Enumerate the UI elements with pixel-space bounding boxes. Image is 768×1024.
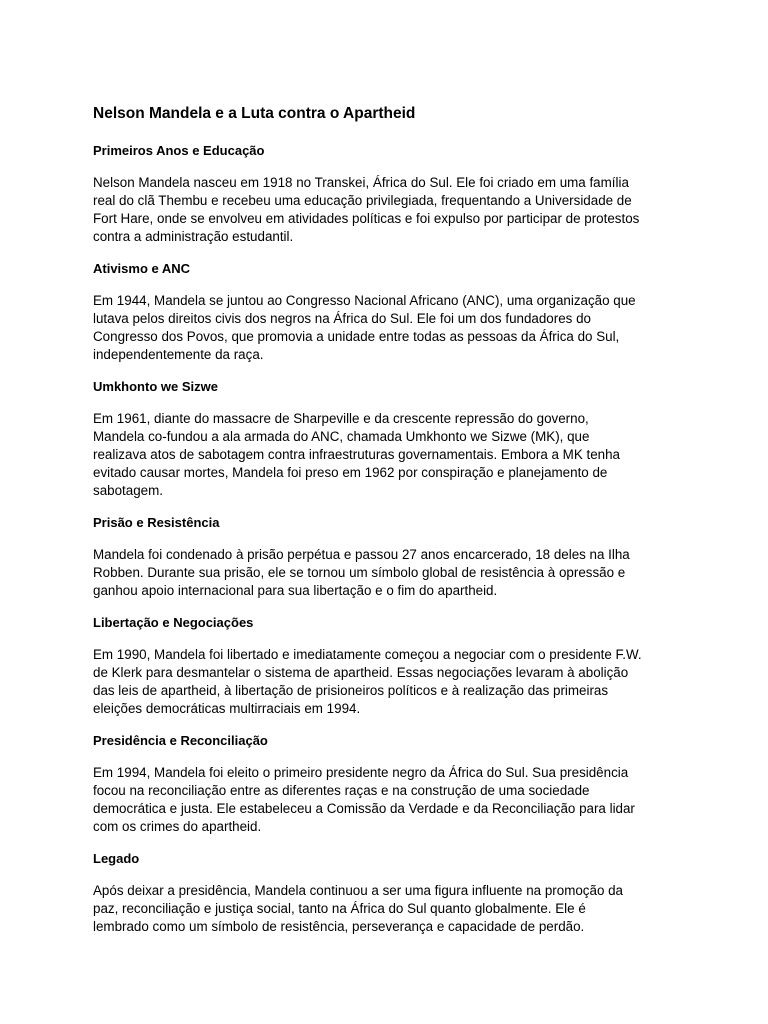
paragraph-line: ganhou apoio internacional para sua libertação e o fim do apartheid. bbox=[93, 583, 498, 598]
section-heading: Libertação e Negociações bbox=[93, 615, 254, 630]
section-heading: Ativismo e ANC bbox=[93, 261, 191, 276]
document-body bbox=[93, 142, 678, 936]
section-heading: Umkhonto we Sizwe bbox=[93, 379, 218, 394]
paragraph-line: Em 1961, diante do massacre de Sharpeville e da crescente repressão do governo, bbox=[93, 411, 589, 426]
paragraph-line: Nelson Mandela nasceu em 1918 no Transkei, África do Sul. Ele foi criado em uma família bbox=[93, 175, 629, 190]
section-paragraph bbox=[93, 292, 678, 364]
paragraph-line: Robben. Durante sua prisão, ele se tornou um símbolo global de resistência à opressão e bbox=[93, 565, 626, 580]
paragraph-line: lembrado como um símbolo de resistência, perseverança e capacidade de perdão. bbox=[93, 919, 585, 934]
paragraph-line: paz, reconciliação e justiça social, tanto na África do Sul quanto globalmente. Ele é bbox=[93, 901, 586, 916]
paragraph-line: eleições democráticas multirraciais em 1994. bbox=[93, 701, 361, 716]
paragraph-line: Após deixar a presidência, Mandela continuou a ser uma figura influente na promoção da bbox=[93, 883, 624, 898]
paragraph-line: contra a administração estudantil. bbox=[93, 229, 294, 244]
paragraph-line: democrática e justa. Ele estabeleceu a Comissão da Verdade e da Reconciliação para lidar bbox=[93, 801, 635, 816]
section-paragraph bbox=[93, 764, 678, 836]
section-paragraph bbox=[93, 174, 678, 246]
paragraph-line: evitado causar mortes, Mandela foi preso em 1962 por conspiração e planejamento de bbox=[93, 465, 608, 480]
paragraph-line: Mandela foi condenado à prisão perpétua e passou 27 anos encarcerado, 18 deles na Ilha bbox=[93, 547, 630, 562]
paragraph-line: independentemente da raça. bbox=[93, 347, 264, 362]
section-paragraph bbox=[93, 410, 678, 500]
paragraph-line: focou na reconciliação entre as diferentes raças e na construção de uma sociedade bbox=[93, 783, 590, 798]
section-paragraph bbox=[93, 882, 678, 936]
paragraph-line: Fort Hare, onde se envolveu em atividades políticas e foi expulso por participar de protestos bbox=[93, 211, 640, 226]
section-paragraph bbox=[93, 546, 678, 600]
document-title: Nelson Mandela e a Luta contra o Apartheid bbox=[93, 105, 416, 122]
paragraph-line: lutava pelos direitos civis dos negros na África do Sul. Ele foi um dos fundadores do bbox=[93, 311, 591, 326]
section-heading: Prisão e Resistência bbox=[93, 515, 220, 530]
section-heading: Primeiros Anos e Educação bbox=[93, 143, 265, 158]
paragraph-line: Em 1944, Mandela se juntou ao Congresso Nacional Africano (ANC), uma organização que bbox=[93, 293, 636, 308]
paragraph-line: Em 1990, Mandela foi libertado e imediatamente começou a negociar com o presidente F.W. bbox=[93, 647, 642, 662]
section-heading: Presidência e Reconciliação bbox=[93, 733, 268, 748]
paragraph-line: sabotagem. bbox=[93, 483, 163, 498]
paragraph-line: real do clã Thembu e recebeu uma educação privilegiada, frequentando a Universidade de bbox=[93, 193, 632, 208]
paragraph-line: Congresso dos Povos, que promovia a unidade entre todas as pessoas da África do Sul, bbox=[93, 329, 620, 344]
section-paragraph bbox=[93, 646, 678, 718]
paragraph-line: realizava atos de sabotagem contra infraestruturas governamentais. Embora a MK tenha bbox=[93, 447, 620, 462]
paragraph-line: das leis de apartheid, à libertação de prisioneiros políticos e à realização das primeiras bbox=[93, 683, 609, 698]
paragraph-line: Mandela co-fundou a ala armada do ANC, chamada Umkhonto we Sizwe (MK), que bbox=[93, 429, 590, 444]
section-heading: Legado bbox=[93, 851, 140, 866]
paragraph-line: Em 1994, Mandela foi eleito o primeiro presidente negro da África do Sul. Sua presidência bbox=[93, 765, 629, 780]
paragraph-line: de Klerk para desmantelar o sistema de apartheid. Essas negociações levaram à abolição bbox=[93, 665, 629, 680]
paragraph-line: com os crimes do apartheid. bbox=[93, 819, 262, 834]
